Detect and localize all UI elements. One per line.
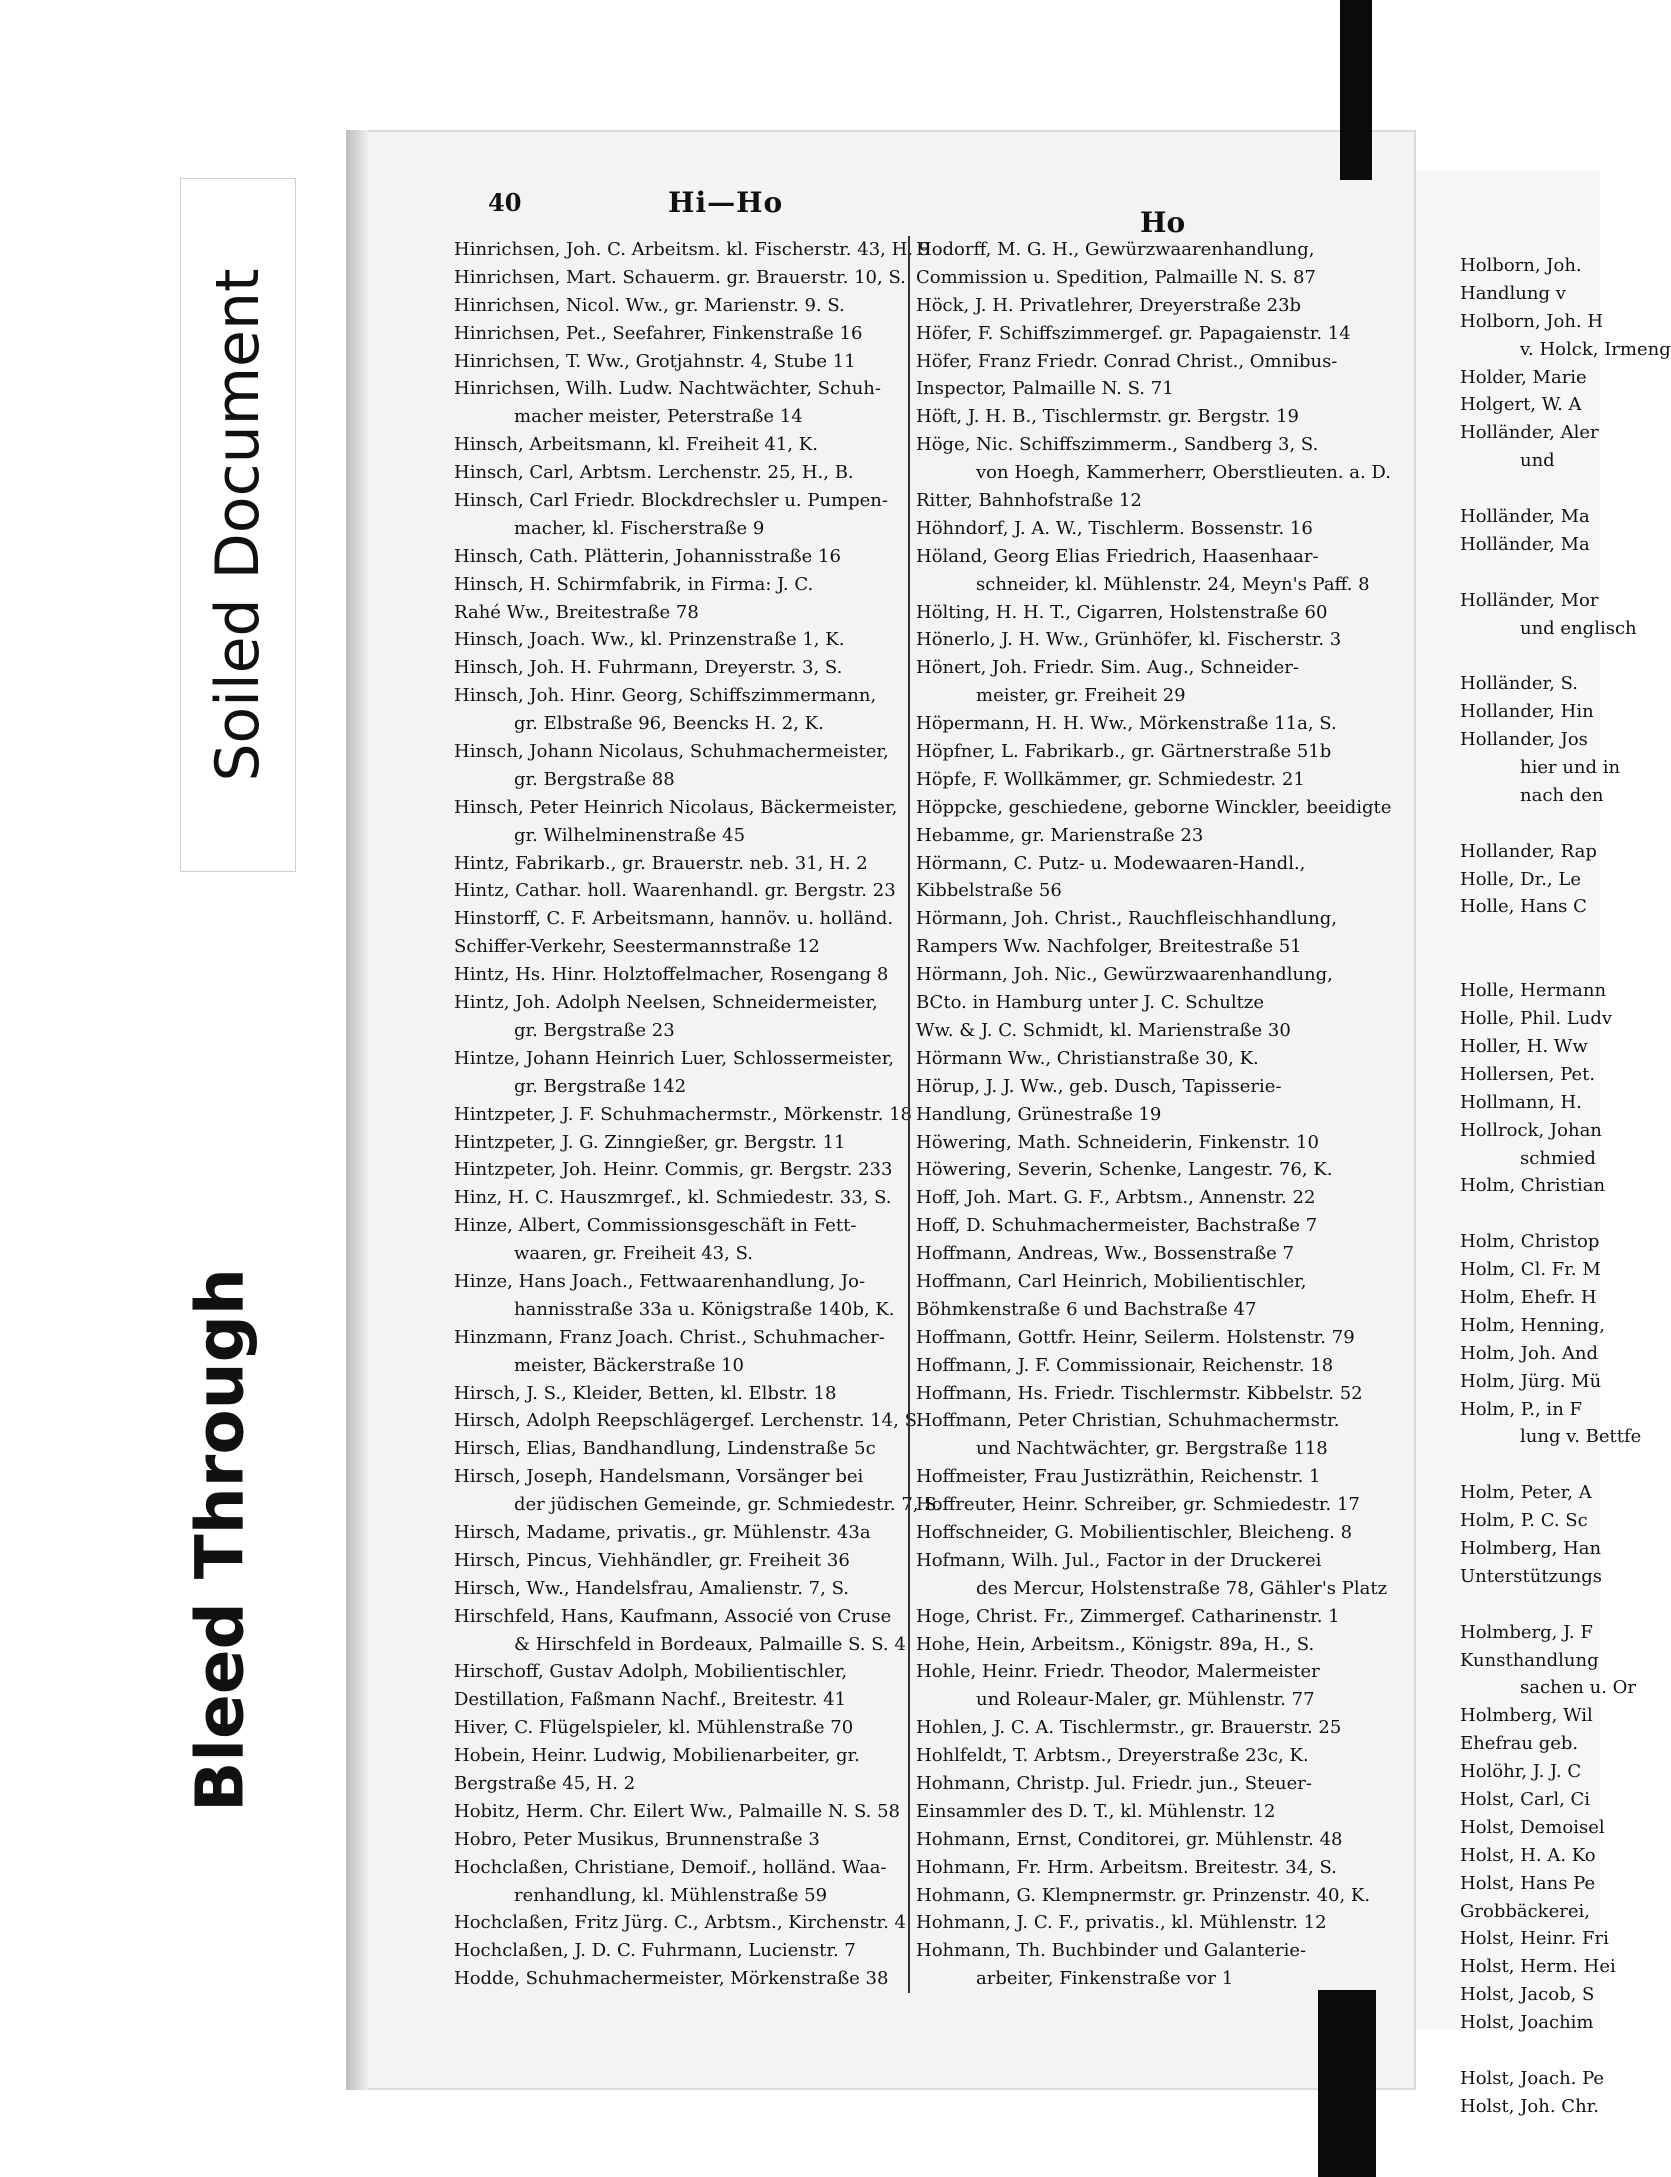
directory-entry-line: Hirsch, J. S., Kleider, Betten, kl. Elbstr. 18 — [454, 1382, 837, 1404]
directory-entry-line: Hollander, Rap — [1460, 840, 1597, 862]
directory-entry-line: Ritter, Bahnhofstraße 12 — [916, 490, 1142, 512]
directory-entry-line: Höfer, F. Schiffszimmergef. gr. Papagaienstr. 14 — [916, 322, 1351, 344]
directory-entry-line: Einsammler des D. T., kl. Mühlenstr. 12 — [916, 1800, 1276, 1822]
directory-entry-line: Holst, Jacob, S — [1460, 1984, 1595, 2006]
directory-entry-line: Hoffmann, Peter Christian, Schuhmachermstr. — [916, 1410, 1340, 1432]
directory-entry-line: Hobein, Heinr. Ludwig, Mobilienarbeiter, gr. — [454, 1745, 860, 1767]
directory-entry-line: Hinrichsen, Pet., Seefahrer, Finkenstraße 16 — [454, 322, 863, 344]
directory-entry-line: Höfer, Franz Friedr. Conrad Christ., Omnibus- — [916, 350, 1338, 372]
directory-entry-line: des Mercur, Holstenstraße 78, Gähler's Platz — [976, 1577, 1388, 1599]
directory-entry-line: Hohmann, Christp. Jul. Friedr. jun., Steuer- — [916, 1772, 1312, 1794]
directory-entry-line: Holmberg, J. F — [1460, 1621, 1593, 1643]
directory-entry-line: Grobbäckerei, — [1460, 1900, 1590, 1922]
directory-entry-line: Hinsch, Joh. Hinr. Georg, Schiffszimmermann, — [454, 685, 877, 707]
directory-entry-line: Hinrichsen, T. Ww., Grotjahnstr. 4, Stube 11 — [454, 350, 856, 372]
directory-entry-line: Höft, J. H. B., Tischlermstr. gr. Bergstr. 19 — [916, 406, 1300, 428]
directory-entry-line: Holst, Demoisel — [1460, 1816, 1605, 1838]
directory-entry-line: Hohmann, J. C. F., privatis., kl. Mühlenstr. 12 — [916, 1912, 1327, 1934]
directory-entry-line: Holm, Christop — [1460, 1231, 1600, 1253]
directory-entry-line: gr. Wilhelminenstraße 45 — [514, 824, 746, 846]
directory-entry-line: von Hoegh, Kammerherr, Oberstlieuten. a. D. — [976, 462, 1391, 484]
directory-entry-line: Hinsch, Peter Heinrich Nicolaus, Bäckermeister, — [454, 796, 898, 818]
directory-entry-line — [1460, 2037, 1620, 2065]
directory-entry-line: Höpermann, H. H. Ww., Mörkenstraße 11a, S. — [916, 713, 1337, 735]
directory-entry-line: Hinrichsen, Mart. Schauerm. gr. Brauerstr. 10, S. — [454, 266, 906, 288]
directory-entry-line: Holst, H. A. Ko — [1460, 1844, 1596, 1866]
page-spine-shadow — [346, 130, 368, 2090]
directory-entry-line: Höpfner, L. Fabrikarb., gr. Gärtnerstraße 51b — [916, 741, 1332, 763]
directory-entry-line: arbeiter, Finkenstraße vor 1 — [976, 1968, 1234, 1990]
directory-entry-line: Hinstorff, C. F. Arbeitsmann, hannöv. u. holländ. — [454, 908, 894, 930]
directory-entry-line: Hinsch, H. Schirmfabrik, in Firma: J. C. — [454, 573, 814, 595]
directory-entry-line: Hoffschneider, G. Mobilientischler, Bleicheng. 8 — [916, 1521, 1353, 1543]
directory-entry-line: Holm, Christian — [1460, 1175, 1606, 1197]
directory-entry-line: schmied — [1520, 1147, 1596, 1169]
directory-entry-line: Holst, Herm. Hei — [1460, 1956, 1616, 1978]
directory-entry-line: Hintzpeter, J. G. Zinngießer, gr. Bergstr. 11 — [454, 1131, 846, 1153]
directory-entry-line: Hölting, H. H. T., Cigarren, Holstenstraße 60 — [916, 601, 1328, 623]
directory-entry-line: Holmberg, Wil — [1460, 1705, 1593, 1727]
directory-entry-line: Unterstützungs — [1460, 1565, 1602, 1587]
directory-entry-line: Hochclaßen, J. D. C. Fuhrmann, Lucienstr. 7 — [454, 1940, 856, 1962]
directory-entry-line: renhandlung, kl. Mühlenstraße 59 — [514, 1884, 828, 1906]
directory-entry-line: Hirsch, Joseph, Handelsmann, Vorsänger bei — [454, 1466, 864, 1488]
directory-entry-line: Hinsch, Arbeitsmann, kl. Freiheit 41, K. — [454, 434, 818, 456]
directory-entry-line: Hoffmann, Andreas, Ww., Bossenstraße 7 — [916, 1243, 1294, 1265]
directory-entry-line: Hoffmann, J. F. Commissionair, Reichenstr. 18 — [916, 1354, 1334, 1376]
directory-entry-line: macher meister, Peterstraße 14 — [514, 406, 803, 428]
directory-entry-line: lung v. Bettfe — [1520, 1426, 1642, 1448]
directory-column-right — [1460, 252, 1671, 2121]
directory-entry-line: Holler, H. Ww — [1460, 1035, 1588, 1057]
soiled-label-box — [180, 178, 296, 872]
directory-entry-line — [1460, 1200, 1620, 1228]
directory-entry-line: Hirsch, Madame, privatis., gr. Mühlenstr. 43a — [454, 1521, 871, 1543]
directory-entry-line: Hörmann, Joh. Christ., Rauchfleischhandlung, — [916, 908, 1337, 930]
directory-entry-line: Hohmann, G. Klempnermstr. gr. Prinzenstr. 40, K. — [916, 1884, 1371, 1906]
directory-entry-line: Hirschfeld, Hans, Kaufmann, Associé von Cruse — [454, 1605, 892, 1627]
directory-entry-line: Hobitz, Herm. Chr. Eilert Ww., Palmaille N. S. 58 — [454, 1800, 900, 1822]
directory-entry-line: Hörmann Ww., Christianstraße 30, K. — [916, 1047, 1259, 1069]
directory-entry-line: Holm, Jürg. Mü — [1460, 1370, 1602, 1392]
directory-entry-line: Hoffmann, Hs. Friedr. Tischlermstr. Kibbelstr. 52 — [916, 1382, 1363, 1404]
directory-entry-line: meister, gr. Freiheit 29 — [976, 685, 1186, 707]
directory-entry-line — [1460, 475, 1620, 503]
directory-entry-line: Holgert, W. A — [1460, 394, 1582, 416]
directory-entry-line: Höge, Nic. Schiffszimmerm., Sandberg 3, S. — [916, 434, 1319, 456]
directory-entry-line: Höck, J. H. Privatlehrer, Dreyerstraße 23b — [916, 294, 1302, 316]
directory-entry-line: Höwering, Math. Schneiderin, Finkenstr. 10 — [916, 1131, 1319, 1153]
directory-entry-line: gr. Bergstraße 23 — [514, 1019, 675, 1041]
directory-entry-line: Höpfe, F. Wollkämmer, gr. Schmiedestr. 21 — [916, 768, 1305, 790]
directory-entry-line: Holm, Peter, A — [1460, 1482, 1592, 1504]
directory-entry-line: Hohlfeldt, T. Arbtsm., Dreyerstraße 23c, K. — [916, 1745, 1309, 1767]
directory-entry-line: Handlung, Grünestraße 19 — [916, 1103, 1162, 1125]
directory-entry-line: Hoffmeister, Frau Justizräthin, Reichenstr. 1 — [916, 1466, 1321, 1488]
directory-entry-line: sachen u. Or — [1520, 1677, 1637, 1699]
directory-entry-line: Holst, Hans Pe — [1460, 1872, 1596, 1894]
directory-entry-line: nach den — [1520, 784, 1604, 806]
directory-entry-line: Hofmann, Wilh. Jul., Factor in der Druckerei — [916, 1549, 1322, 1571]
directory-entry-line: Hollander, Hin — [1460, 701, 1594, 723]
directory-entry-line: Hintzpeter, Joh. Heinr. Commis, gr. Bergstr. 233 — [454, 1159, 893, 1181]
directory-entry-line: Holmberg, Han — [1460, 1537, 1602, 1559]
directory-entry-line: und englisch — [1520, 617, 1637, 639]
directory-entry-line: gr. Bergstraße 88 — [514, 768, 675, 790]
directory-entry-line: hier und in — [1520, 757, 1621, 779]
directory-entry-line: Rampers Ww. Nachfolger, Breitestraße 51 — [916, 936, 1302, 958]
directory-entry-line: Hinsch, Joh. H. Fuhrmann, Dreyerstr. 3, S. — [454, 657, 843, 679]
directory-entry-line: Holländer, S. — [1460, 673, 1579, 695]
running-header-left: Hi—Ho — [668, 186, 784, 219]
directory-entry-line: Hinze, Albert, Commissionsgeschäft in Fett- — [454, 1215, 857, 1237]
directory-entry-line: Handlung v — [1460, 282, 1566, 304]
directory-entry-line: Holländer, Ma — [1460, 506, 1590, 528]
directory-entry-line: Holborn, Joh. — [1460, 255, 1582, 276]
directory-entry-line: Hinrichsen, Joh. C. Arbeitsm. kl. Fischerstr. 43, H. 9 — [454, 239, 931, 260]
directory-entry-line: Commission u. Spedition, Palmaille N. S. 87 — [916, 266, 1316, 288]
directory-entry-line: Hinsch, Joach. Ww., kl. Prinzenstraße 1, K. — [454, 629, 845, 651]
directory-entry-line: Kunsthandlung — [1460, 1649, 1599, 1671]
directory-entry-line: Ww. & J. C. Schmidt, kl. Marienstraße 30 — [916, 1019, 1291, 1041]
directory-entry-line: Hoffmann, Gottfr. Heinr, Seilerm. Holstenstr. 79 — [916, 1326, 1355, 1348]
directory-entry-line: Hintze, Johann Heinrich Luer, Schlossermeister, — [454, 1047, 895, 1069]
directory-entry-line: Holle, Dr., Le — [1460, 868, 1581, 890]
directory-entry-line: der jüdischen Gemeinde, gr. Schmiedestr. 7, S. — [514, 1494, 942, 1516]
directory-entry-line: Hintzpeter, J. F. Schuhmachermstr., Mörkenstr. 18 — [454, 1103, 913, 1125]
directory-entry-line: Hollmann, H. — [1460, 1091, 1582, 1113]
directory-entry-line: Hoge, Christ. Fr., Zimmergef. Catharinenstr. 1 — [916, 1605, 1340, 1627]
directory-entry-line: und — [1520, 450, 1555, 472]
directory-entry-line: Holm, Joh. And — [1460, 1342, 1599, 1364]
directory-entry-line: Hirsch, Elias, Bandhandlung, Lindenstraße 5c — [454, 1438, 876, 1460]
directory-entry-line: Hohmann, Fr. Hrm. Arbeitsm. Breitestr. 34, S. — [916, 1856, 1337, 1878]
directory-entry-line: Hohle, Heinr. Friedr. Theodor, Malermeister — [916, 1661, 1320, 1683]
directory-entry-line: Höland, Georg Elias Friedrich, Haasenhaar- — [916, 545, 1319, 567]
directory-entry-line: Holst, Heinr. Fri — [1460, 1928, 1609, 1950]
page-number: 40 — [488, 188, 522, 217]
directory-entry-line: Höhndorf, J. A. W., Tischlerm. Bossenstr. 16 — [916, 517, 1313, 539]
directory-entry-line: Hoff, D. Schuhmachermeister, Bachstraße 7 — [916, 1215, 1318, 1237]
directory-entry-line: gr. Bergstraße 142 — [514, 1075, 687, 1097]
directory-entry-line: Holst, Joh. Chr. — [1460, 2095, 1600, 2117]
directory-entry-line — [1460, 559, 1620, 587]
directory-entry-line: v. Holck, Irmeng — [1520, 338, 1671, 360]
directory-entry-line: Hörmann, Joh. Nic., Gewürzwaarenhandlung, — [916, 964, 1333, 986]
directory-entry-line: Hirsch, Adolph Reepschlägergef. Lerchenstr. 14, S. — [454, 1410, 922, 1432]
directory-entry-line: Hoffmann, Carl Heinrich, Mobilientischler, — [916, 1270, 1307, 1292]
directory-entry-line: Hintz, Cathar. holl. Waarenhandl. gr. Bergstr. 23 — [454, 880, 896, 902]
directory-entry-line: Hollersen, Pet. — [1460, 1063, 1596, 1085]
directory-entry-line: Hinzmann, Franz Joach. Christ., Schuhmacher- — [454, 1326, 885, 1348]
directory-entry-line: Hoff, Joh. Mart. G. F., Arbtsm., Annenstr. 22 — [916, 1187, 1316, 1209]
directory-entry-line — [1460, 1591, 1620, 1619]
directory-entry-line: Holm, P. C. Sc — [1460, 1510, 1588, 1532]
directory-entry-line: Holm, Henning, — [1460, 1314, 1605, 1336]
directory-entry-line: gr. Elbstraße 96, Beencks H. 2, K. — [514, 713, 824, 735]
directory-entry-line — [1460, 949, 1620, 977]
directory-entry-line: Holm, P., in F — [1460, 1398, 1582, 1420]
directory-entry-line: Hohmann, Th. Buchbinder und Galanterie- — [916, 1940, 1307, 1962]
soiled-document-label: Soiled Document — [203, 268, 273, 782]
bleed-label-box — [150, 1230, 290, 1850]
directory-entry-line: Holm, Ehefr. H — [1460, 1286, 1597, 1308]
directory-entry-line: schneider, kl. Mühlenstr. 24, Meyn's Paff. 8 — [976, 573, 1370, 595]
directory-entry-line: meister, Bäckerstraße 10 — [514, 1354, 744, 1376]
directory-entry-line: Ehefrau geb. — [1460, 1733, 1579, 1755]
directory-entry-line: Holborn, Joh. H — [1460, 310, 1604, 332]
directory-entry-line: Hiver, C. Flügelspieler, kl. Mühlenstraße 70 — [454, 1717, 854, 1739]
directory-entry-line: Hollrock, Johan — [1460, 1119, 1602, 1141]
directory-entry-line: Hinrichsen, Wilh. Ludw. Nachtwächter, Schuh- — [454, 378, 881, 400]
directory-entry-line: Hirsch, Pincus, Viehhändler, gr. Freiheit 36 — [454, 1549, 850, 1571]
directory-entry-line: Hochclaßen, Fritz Jürg. C., Arbtsm., Kirchenstr. 4 — [454, 1912, 907, 1934]
scan-dark-edge-top — [1340, 0, 1372, 180]
directory-entry-line: Hönerlo, J. H. Ww., Grünhöfer, kl. Fischerstr. 3 — [916, 629, 1342, 651]
directory-entry-line: Hintz, Joh. Adolph Neelsen, Schneidermeister, — [454, 992, 878, 1014]
directory-entry-line: Hebamme, gr. Marienstraße 23 — [916, 824, 1204, 846]
directory-entry-line: Holst, Joach. Pe — [1460, 2067, 1605, 2089]
directory-entry-line: Holle, Hans C — [1460, 896, 1587, 918]
directory-entry-line: Hodde, Schuhmachermeister, Mörkenstraße 38 — [454, 1968, 889, 1990]
directory-entry-line — [1460, 1451, 1620, 1479]
directory-entry-line: und Nachtwächter, gr. Bergstraße 118 — [976, 1438, 1328, 1460]
directory-entry-line: Hinsch, Carl Friedr. Blockdrechsler u. Pumpen- — [454, 490, 888, 512]
directory-entry-line: Holle, Hermann — [1460, 980, 1607, 1002]
directory-entry-line: Hochclaßen, Christiane, Demoif., holländ. Waa- — [454, 1856, 887, 1878]
directory-entry-line: Holländer, Mor — [1460, 589, 1599, 611]
directory-entry-line: Hohmann, Ernst, Conditorei, gr. Mühlenstr. 48 — [916, 1828, 1343, 1850]
directory-entry-line: Hirsch, Ww., Handelsfrau, Amalienstr. 7, S. — [454, 1577, 849, 1599]
directory-entry-line: Höppcke, geschiedene, geborne Winckler, beeidigte — [916, 796, 1392, 818]
directory-entry-line: Hinsch, Johann Nicolaus, Schuhmachermeister, — [454, 741, 889, 763]
directory-entry-line: Hobro, Peter Musikus, Brunnenstraße 3 — [454, 1828, 820, 1850]
directory-entry-line: Holder, Marie — [1460, 366, 1587, 388]
directory-entry-line: Hörup, J. J. Ww., geb. Dusch, Tapisserie- — [916, 1075, 1282, 1097]
directory-entry-line: Inspector, Palmaille N. S. 71 — [916, 378, 1174, 400]
directory-entry-line: Hohlen, J. C. A. Tischlermstr., gr. Brauerstr. 25 — [916, 1717, 1342, 1739]
directory-entry-line: Hodorff, M. G. H., Gewürzwaarenhandlung, — [916, 239, 1315, 260]
directory-entry-line: BCto. in Hamburg unter J. C. Schultze — [916, 992, 1265, 1014]
directory-entry-line: Hohe, Hein, Arbeitsm., Königstr. 89a, H., S. — [916, 1633, 1315, 1655]
directory-column-left — [454, 236, 942, 1993]
directory-entry-line: Hollander, Jos — [1460, 729, 1588, 751]
directory-entry-line: Holm, Cl. Fr. M — [1460, 1259, 1601, 1281]
directory-entry-line: Holländer, Ma — [1460, 533, 1590, 555]
directory-entry-line: Holländer, Aler — [1460, 422, 1599, 444]
directory-entry-line: waaren, gr. Freiheit 43, S. — [514, 1243, 753, 1265]
directory-entry-line: Schiffer-Verkehr, Seestermannstraße 12 — [454, 936, 820, 958]
directory-entry-line — [1460, 810, 1620, 838]
directory-entry-line: Bergstraße 45, H. 2 — [454, 1772, 636, 1794]
directory-entry-line: Hinsch, Carl, Arbtsm. Lerchenstr. 25, H., B. — [454, 462, 854, 484]
directory-entry-line: hannisstraße 33a u. Königstraße 140b, K. — [514, 1298, 895, 1320]
directory-entry-line: Höwering, Severin, Schenke, Langestr. 76, K. — [916, 1159, 1333, 1181]
running-header-right: Ho — [1140, 206, 1186, 239]
directory-entry-line: Hinz, H. C. Hauszmrgef., kl. Schmiedestr. 33, S. — [454, 1187, 892, 1209]
directory-entry-line: Hintz, Fabrikarb., gr. Brauerstr. neb. 31, H. 2 — [454, 852, 868, 874]
directory-entry-line: & Hirschfeld in Bordeaux, Palmaille S. S. 4 — [514, 1633, 906, 1655]
directory-entry-line: macher, kl. Fischerstraße 9 — [514, 517, 765, 539]
directory-entry-line: Hönert, Joh. Friedr. Sim. Aug., Schneider- — [916, 657, 1299, 679]
directory-entry-line: Rahé Ww., Breitestraße 78 — [454, 601, 699, 623]
directory-entry-line: Hoffreuter, Heinr. Schreiber, gr. Schmiedestr. 17 — [916, 1494, 1360, 1516]
directory-entry-line: Holst, Joachim — [1460, 2012, 1594, 2034]
directory-entry-line: Hirschoff, Gustav Adolph, Mobilientischler, — [454, 1661, 848, 1683]
directory-entry-line: Hinsch, Cath. Plätterin, Johannisstraße 16 — [454, 545, 841, 567]
directory-entry-line: Destillation, Faßmann Nachf., Breitestr. 41 — [454, 1689, 847, 1711]
directory-entry-line: Hinze, Hans Joach., Fettwaarenhandlung, Jo- — [454, 1270, 866, 1292]
scan-dark-edge-bottom — [1318, 1990, 1376, 2177]
bleed-through-label: Bleed Through — [181, 1268, 259, 1812]
directory-entry-line — [1460, 642, 1620, 670]
directory-column-middle — [908, 236, 1392, 1993]
directory-entry-line: Holst, Carl, Ci — [1460, 1788, 1591, 1810]
directory-entry-line: und Roleaur-Maler, gr. Mühlenstr. 77 — [976, 1689, 1315, 1711]
directory-entry-line: Hörmann, C. Putz- u. Modewaaren-Handl., — [916, 852, 1306, 874]
directory-entry-line: Hintz, Hs. Hinr. Holztoffelmacher, Rosengang 8 — [454, 964, 889, 986]
directory-entry-line: Böhmkenstraße 6 und Bachstraße 47 — [916, 1298, 1257, 1320]
directory-entry-line: Holöhr, J. J. C — [1460, 1761, 1582, 1783]
directory-entry-line: Hinrichsen, Nicol. Ww., gr. Marienstr. 9. S. — [454, 294, 845, 316]
directory-entry-line: Kibbelstraße 56 — [916, 880, 1062, 902]
directory-entry-line — [1460, 921, 1620, 949]
directory-entry-line: Holle, Phil. Ludv — [1460, 1008, 1613, 1030]
